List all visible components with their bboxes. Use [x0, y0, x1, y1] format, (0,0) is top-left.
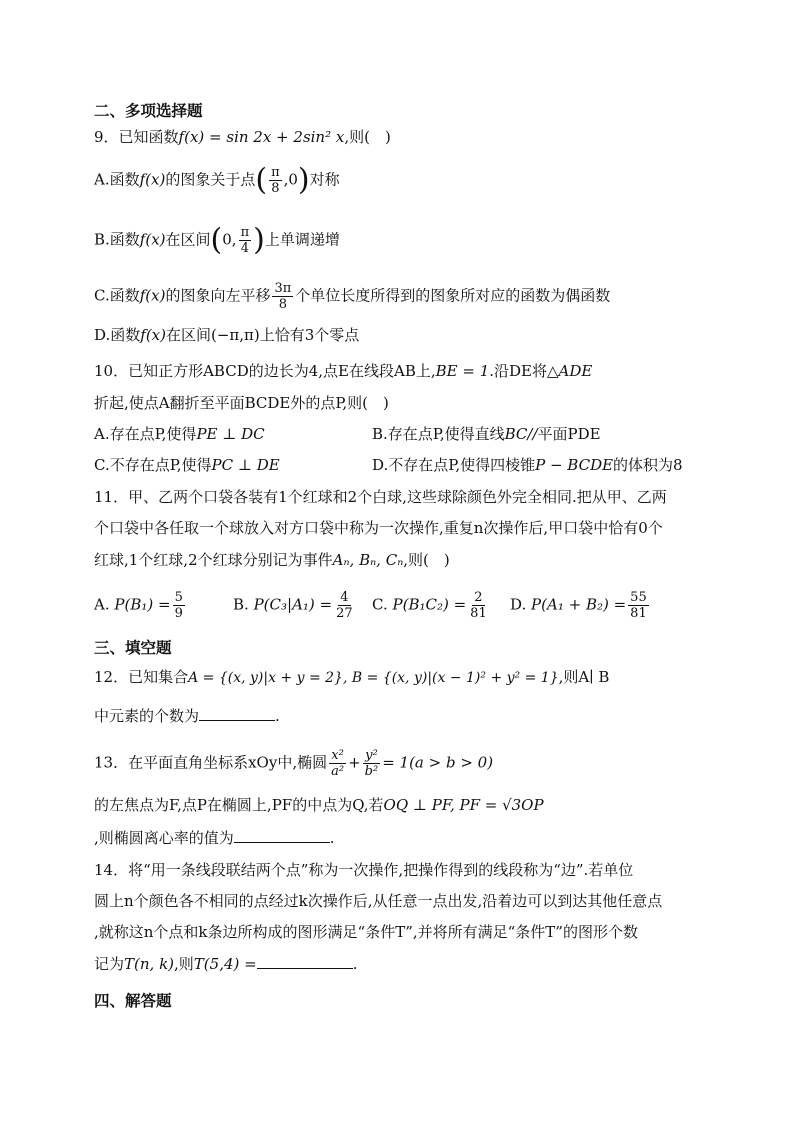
- q13-prefix: 13．在平面直角坐标系xOy中,椭圆: [94, 753, 328, 772]
- q9-option-b: B.函数f(x)在区间(0, $\frac{\pi}{4}$ )上单调递增: [94, 222, 340, 258]
- question-14-line-3: ,就称这n个点和k条边所构成的图形满足“条件T”,并将所有满足“条件T”的图形个数: [94, 923, 638, 941]
- q10-a-text: A.存在点P,使得: [94, 425, 197, 443]
- question-12-line-2: 中元素的个数为 .: [94, 707, 280, 725]
- q10-option-a: [94, 424, 265, 444]
- section-title-multiple-choice: 二、多项选择题: [94, 102, 203, 120]
- q11-d-label: D.: [510, 595, 527, 614]
- section-title-fill-in: 三、填空题: [94, 639, 172, 657]
- q13-line2-text: 的左焦点为F,点P在椭圆上,PF的中点为Q,若: [94, 796, 384, 814]
- q9-a-mid: 的图象关于点: [165, 170, 256, 189]
- question-14-line-2: 圆上n个颜色各不相同的点经过k次操作后,从任意一点出发,沿着边可以到达其他任意点: [94, 892, 663, 910]
- q14-t54: T(5,4) =: [193, 955, 257, 973]
- q12-prefix: 12．已知集合: [94, 668, 189, 686]
- question-12-line-1: [94, 667, 609, 688]
- q10-c-math: PC ⊥ DE: [211, 456, 280, 474]
- q12-answer-blank[interactable]: [199, 706, 275, 721]
- q10-option-c: [94, 455, 280, 475]
- q9-b-mid: 在区间: [165, 230, 211, 249]
- q11-b-fraction: $\frac{4}{27}$: [336, 590, 353, 621]
- q13-line3-text: ,则椭圆离心率的值为: [94, 829, 234, 847]
- q14-mid: ,则: [174, 955, 194, 973]
- question-11-line-3: [94, 550, 450, 570]
- q10-option-d: [372, 455, 683, 475]
- question-13-line-3: ,则椭圆离心率的值为 .: [94, 829, 335, 847]
- q9-a-tail: ,0: [283, 170, 298, 189]
- q9-a-fx: f(x): [139, 170, 166, 189]
- q10-be: BE = 1: [435, 362, 490, 380]
- section-title-answer-questions: 四、解答题: [94, 992, 172, 1010]
- q9-b-prefix: B.函数: [94, 230, 140, 249]
- q9-d-prefix: D.函数: [94, 326, 141, 344]
- q11-c-label: C.: [372, 595, 388, 614]
- q9-d-end: 上恰有3个零点: [259, 326, 360, 344]
- q10-line1-text: 10．已知正方形ABCD的边长为4,点E在线段AB上,: [94, 362, 436, 380]
- question-11-line-1: 11．甲、乙两个口袋各装有1个红球和2个白球,这些球除颜色外完全相同.把从甲、乙两: [94, 488, 667, 506]
- q9-a-end: 对称: [309, 170, 340, 189]
- q10-option-b: [372, 424, 601, 444]
- q9-stem-text: 9．已知函数: [94, 128, 179, 146]
- q9-c-prefix: C.函数: [94, 286, 140, 305]
- q11-a-label: A.: [94, 595, 110, 614]
- q13-frac-x: $\frac{\text{x²}}{\text{a²}}$: [331, 748, 345, 779]
- q9-c-fx: f(x): [139, 286, 166, 305]
- q11-a-math: P(B₁) =: [114, 595, 171, 614]
- q14-pre: 记为: [94, 955, 125, 973]
- q9-function: f(x) = sin 2x + 2sin² x: [178, 128, 345, 146]
- q9-c-mid: 的图象向左平移: [165, 286, 271, 305]
- question-10-line-1: [94, 361, 592, 381]
- question-13-line-2: [94, 795, 544, 815]
- q13-eq: = 1(a > b > 0): [382, 753, 494, 772]
- q10-d-end: 的体积为8: [613, 456, 683, 474]
- q9-option-d: [94, 325, 359, 345]
- q9-d-interval: (−π,π): [211, 326, 260, 344]
- q9-a-prefix: A.函数: [94, 170, 140, 189]
- q11-option-b: [233, 590, 357, 621]
- q12-end: ,则A∣ B: [558, 668, 610, 686]
- q9-d-mid: 在区间: [165, 326, 211, 344]
- q9-c-fraction: $\frac{3\pi}{8}$: [274, 281, 292, 312]
- q10-b-end: 平面PDE: [537, 425, 601, 443]
- question-14-line-4: [94, 954, 357, 974]
- q11-option-c: [372, 590, 491, 621]
- question-10-line-2: 折起,使点A翻折至平面BCDE外的点P,则( ): [94, 394, 389, 412]
- q11-c-fraction: $\frac{2}{81}$: [470, 590, 487, 621]
- q9-b-fx: f(x): [139, 230, 166, 249]
- q10-d-text: D.不存在点P,使得四棱锥: [372, 456, 536, 474]
- q11-b-math: P(C₃|A₁) =: [253, 595, 333, 614]
- q11-c-math: P(B₁C₂) =: [392, 595, 467, 614]
- q11-line3-text: 红球,1个红球,2个红球分别记为事件: [94, 551, 333, 569]
- q11-option-a: [94, 590, 187, 621]
- q10-a-math: PE ⊥ DC: [196, 425, 265, 443]
- q10-b-math: BC//: [504, 425, 538, 443]
- q12-sets: A = {(x, y)|x + y = 2}, B = {(x, y)|(x − 1)² + y² = 1}: [188, 670, 559, 686]
- q11-line3-end: ,则( ): [403, 551, 450, 569]
- q11-option-d: [510, 590, 651, 621]
- question-13-line-1: [94, 748, 493, 779]
- q11-a-fraction: $\frac{5}{9}$: [174, 590, 183, 621]
- q14-tnk: T(n, k): [124, 955, 175, 973]
- q12-line2-text: 中元素的个数为: [94, 707, 200, 725]
- q9-option-a: A.函数f(x)的图象关于点( $\frac{\pi}{8}$ ,0)对称: [94, 162, 340, 198]
- q13-perp: OQ ⊥ PF: [383, 796, 450, 814]
- q10-line1-tail: .沿DE将: [489, 362, 547, 380]
- q9-b-end: 上单调递增: [264, 230, 340, 249]
- q9-tail: ,则( ): [344, 128, 391, 146]
- q10-triangle: △ADE: [547, 362, 593, 380]
- q9-b-fraction: $\frac{\pi}{4}$: [240, 225, 250, 256]
- q9-a-fraction: $\frac{\pi}{8}$: [271, 165, 280, 196]
- q13-ratio: , PF = √3OP: [449, 796, 544, 814]
- q13-answer-blank[interactable]: [234, 828, 330, 843]
- q11-d-math: P(A₁ + B₂) =: [531, 595, 627, 614]
- question-14-line-1: 14．将“用一条线段联结两个点”称为一次操作,把操作得到的线段称为“边”.若单位: [94, 861, 634, 879]
- q13-plus: +: [348, 753, 361, 772]
- q11-d-fraction: $\frac{55}{81}$: [630, 590, 647, 621]
- q9-b-lead: 0,: [222, 230, 237, 249]
- q10-b-text: B.存在点P,使得直线: [372, 425, 505, 443]
- q14-answer-blank[interactable]: [257, 954, 353, 969]
- question-9-stem: [94, 127, 391, 147]
- q9-c-end: 个单位长度所得到的图象所对应的函数为偶函数: [295, 286, 611, 305]
- q11-events: Aₙ, Bₙ, Cₙ: [332, 551, 404, 569]
- q14-end: .: [352, 955, 358, 973]
- q9-d-fx: f(x): [140, 326, 166, 344]
- q10-c-text: C.不存在点P,使得: [94, 456, 212, 474]
- q9-option-c: [94, 281, 610, 312]
- question-11-line-2: 个口袋中各任取一个球放入对方口袋中称为一次操作,重复n次操作后,甲口袋中恰有0个: [94, 519, 663, 537]
- q10-d-math: P − BCDE: [535, 456, 614, 474]
- q13-frac-y: $\frac{\text{y²}}{\text{b²}}$: [364, 748, 379, 779]
- q11-b-label: B.: [233, 595, 249, 614]
